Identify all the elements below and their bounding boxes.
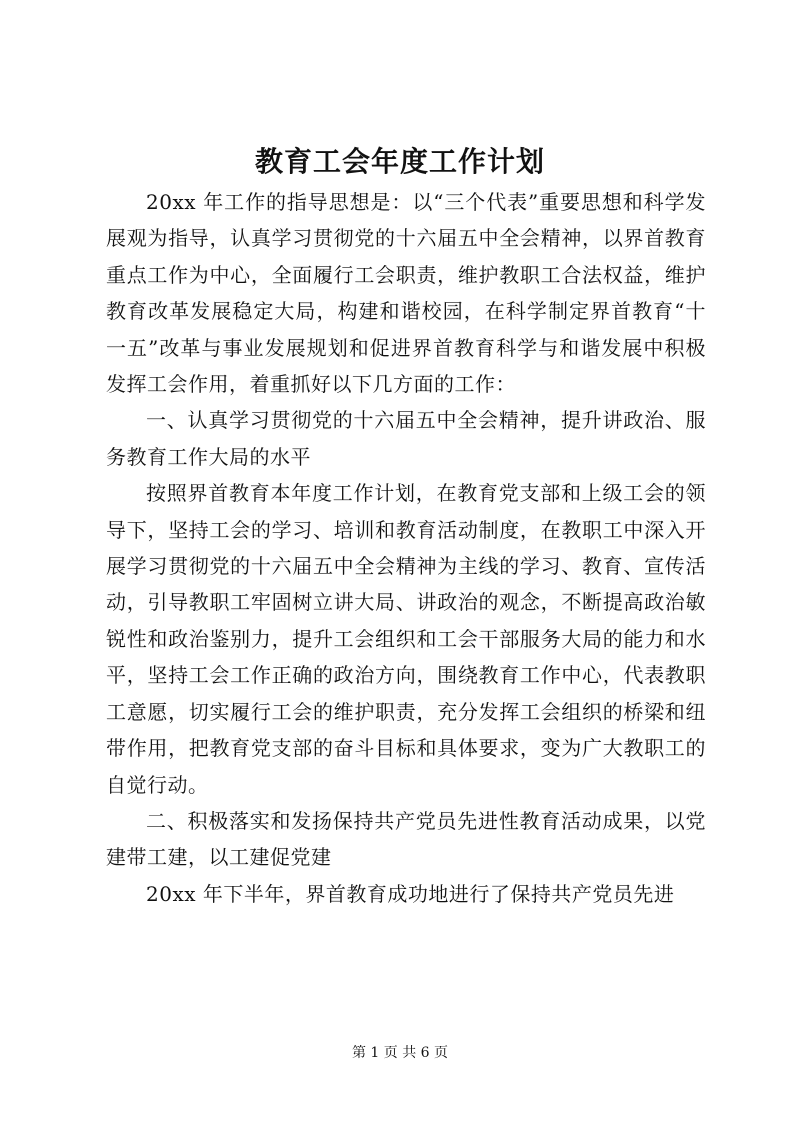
section-heading-2: 二、积极落实和发扬保持共产党员先进性教育活动成果，以党建带工建，以工建促党建 <box>106 808 706 870</box>
document-title: 教育工会年度工作计划 <box>254 145 545 178</box>
paragraph-section-2: 20xx 年下半年，界首教育成功地进行了保持共产党员先进 <box>146 881 675 906</box>
page-footer: 第 1 页 共 6 页 <box>351 1045 449 1061</box>
document-body <box>106 184 706 912</box>
section-heading-1: 一、认真学习贯彻党的十六届五中全会精神，提升讲政治、服务教育工作大局的水平 <box>106 408 706 469</box>
paragraph-section-1: 按照界首教育本年度工作计划，在教育党支部和上级工会的领导下，坚持工会的学习、培训和教育活动制度，在教职工中深入开展学习贯彻党的十六届五中全会精神为主线的学习、教育、宣传活动，引导教职工牢固树立讲大局、讲政治的观念，不断提高政治敏锐性和政治鉴别力，提升工会组织和工会干部服务大局的能力和水平，坚持工会工作正确的政治方向，围绕教育工作中心，代表教职工意愿，切实履行工会的维护职责，充分发挥工会组织的桥梁和纽带作用，把教育党支部的奋斗目标和具体要求，变为广大教职工的自觉行动。 <box>106 481 706 797</box>
paragraph-guiding-thought: 20xx 年工作的指导思想是：以“三个代表”重要思想和科学发展观为指导，认真学习贯彻党的十六届五中全会精神，以界首教育重点工作为中心，全面履行工会职责，维护教职工合法权益，维护教育改革发展稳定大局，构建和谐校园，在科学制定界首教育“十一五”改革与事业发展规划和促进界首教育科学与和谐发展中积极发挥工会作用，着重抓好以下几方面的工作： <box>106 190 706 397</box>
